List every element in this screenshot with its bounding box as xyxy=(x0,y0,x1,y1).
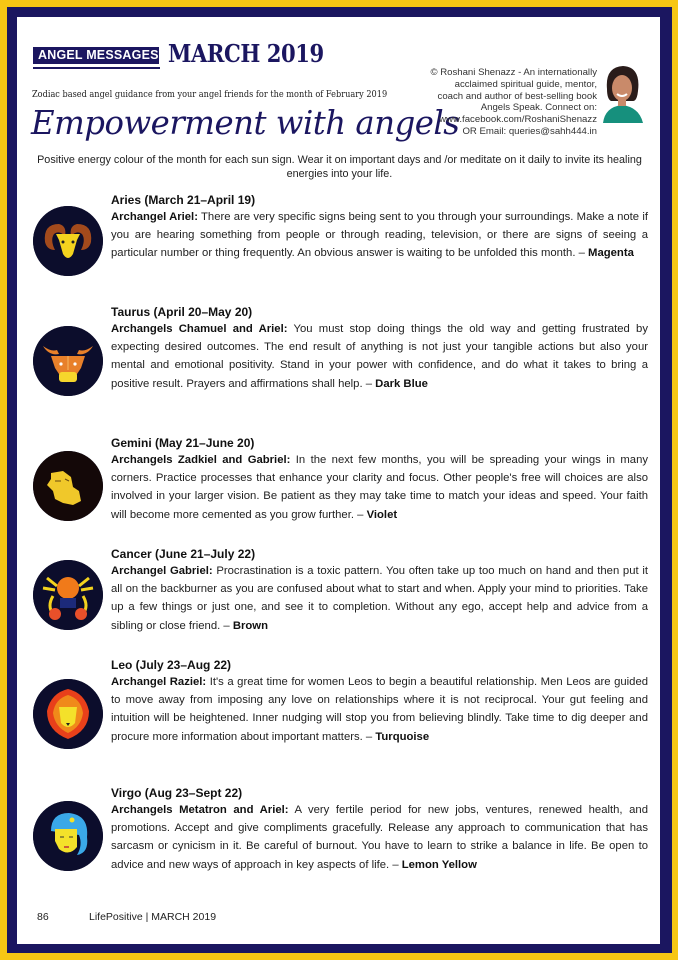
guidance-text: It's a great time for women Leos to begin a beautiful relationship. Men Leos are guided to move away from imposing any love on relationships where it is not reciprocal. Your gut feeling and intuition will be heightened. Inner nudging will stop you from believing blindly. Take time to dig deeper and procure more information about important matters. – xyxy=(111,676,649,743)
sign-text xyxy=(111,304,648,393)
leo-lion-icon xyxy=(33,679,103,749)
author-photo xyxy=(597,61,647,123)
sign-body xyxy=(111,673,648,746)
page-number: 86 xyxy=(37,911,49,923)
energy-colour: Lemon Yellow xyxy=(401,858,477,871)
archangel-name: Archangels Metatron and Ariel: xyxy=(111,804,289,816)
sign-body xyxy=(111,320,648,393)
sign-text xyxy=(111,785,648,874)
energy-colour: Turquoise xyxy=(375,730,430,743)
energy-colour: Brown xyxy=(232,619,268,632)
intro-text: Positive energy colour of the month for each sun sign. Wear it on important days and /or meditate on it daily to invite its healing energies into your life. xyxy=(37,154,642,180)
author-line: acclaimed spiritual guide, mentor, xyxy=(454,78,597,90)
sign-body xyxy=(111,562,648,635)
issue-month-title: MARCH 2019 xyxy=(168,39,324,68)
sign-text xyxy=(111,546,648,635)
sign-text xyxy=(111,192,648,263)
archangel-name: Archangel Gabriel: xyxy=(111,565,213,577)
article-subtitle: Zodiac based angel guidance from your angel friends for the month of February 2019 xyxy=(32,89,388,100)
archangel-name: Archangel Ariel: xyxy=(111,211,198,223)
author-line: © Roshani Shenazz - An internationally xyxy=(430,67,597,78)
archangel-name: Archangels Zadkiel and Gabriel: xyxy=(111,454,291,466)
article-title: Empowerment with angels xyxy=(31,103,460,142)
virgo-maiden-icon xyxy=(33,801,103,871)
gemini-twins-icon xyxy=(33,451,103,521)
guidance-text: In the next few months, you will be spreading your wings in many corners. Practice processes that enhance your clarity and focus. Other people's free will choices are also involved in your larger vision. Be patient as they may take time to match your ideas and speed. Your faith will become more cemented as you grow further. – xyxy=(111,454,648,521)
kicker-underline xyxy=(33,67,160,69)
sign-text xyxy=(111,657,648,746)
guidance-text: A very fertile period for new jobs, ventures, renewed health, and promotions. Accept and give compliments gracefully. Release any approach to communication that has sarcasm or cynicism in it. Be careful of burnout. You have to learn to strike a balance in life. Be open to advice and new ways of approach in key aspects of life. – xyxy=(111,804,648,871)
archangel-name: Archangel Raziel: xyxy=(111,676,207,688)
aries-ram-icon xyxy=(33,206,103,276)
sign-body xyxy=(111,801,648,874)
author-facebook-link[interactable]: www.facebook.com/RoshaniShenazz xyxy=(439,114,597,126)
cancer-crab-icon xyxy=(33,560,103,630)
sign-text xyxy=(111,435,648,524)
magazine-page xyxy=(17,17,660,944)
sign-heading: Cancer (June 21–July 22) xyxy=(111,547,256,561)
sign-heading: Leo (July 23–Aug 22) xyxy=(111,658,232,672)
author-email-link[interactable]: OR Email: queries@sahh444.in xyxy=(462,125,597,137)
author-line: coach and author of best-selling book xyxy=(437,90,597,102)
guidance-text: Procrastination is a toxic pattern. You often take up too much on hand and then put it all on the backburner as you are confused about what to start and when. Apply your mind to priorities. Take up a few things or just one, and see it to completion. Without any ego, accept help and advice from a sibling or close friend. – xyxy=(111,565,648,632)
guidance-text: There are very specific signs being sent to you through your surroundings. Make a note if you are hearing something from people or through reading, television, or there are signs of seeing a particular number or thing frequently. An obvious answer is waiting to be unfolded this month. – xyxy=(111,211,648,260)
taurus-bull-icon xyxy=(33,326,103,396)
sign-heading: Gemini (May 21–June 20) xyxy=(111,436,255,450)
section-kicker: ANGEL MESSAGES xyxy=(33,47,159,64)
sign-heading: Virgo (Aug 23–Sept 22) xyxy=(111,786,243,800)
author-credit xyxy=(357,67,597,138)
sign-heading: Aries (March 21–April 19) xyxy=(111,193,256,207)
archangel-name: Archangels Chamuel and Ariel: xyxy=(111,323,288,335)
sign-body xyxy=(111,451,648,524)
energy-colour: Violet xyxy=(366,508,398,521)
author-line: Angels Speak. Connect on: xyxy=(480,102,597,114)
sign-heading: Taurus (April 20–May 20) xyxy=(111,305,253,319)
publication-footer: LifePositive | MARCH 2019 xyxy=(89,911,217,923)
sign-body xyxy=(111,208,648,263)
guidance-text: You must stop doing things the old way and getting frustrated by expecting desired outcomes. The end result of anything is not just your tangible actions but also your mental and emotional positivity. Stand in your power with confidence, and do what it takes to bring a positive result. Prayers and affirmations shall help. – xyxy=(111,323,648,390)
energy-colour: Dark Blue xyxy=(375,377,428,390)
energy-colour: Magenta xyxy=(588,247,634,260)
